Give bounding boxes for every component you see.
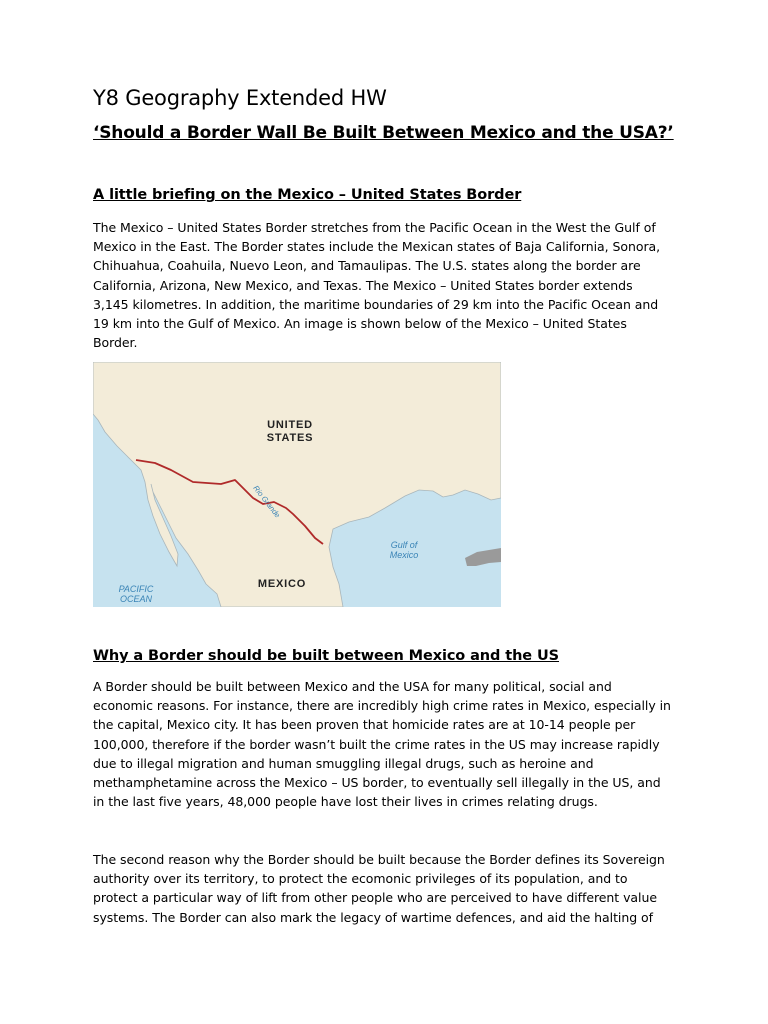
map-label-pacific-ocean: OCEAN xyxy=(119,594,153,604)
border-map-image xyxy=(93,362,501,607)
paragraph-second-reason xyxy=(93,850,683,927)
map-label-pacific-ocean: PACIFIC xyxy=(118,584,154,594)
section-heading-why-border: Why a Border should be built between Mexico and the US xyxy=(93,648,560,664)
paragraph-line: authority over its territory, to protect the ecomonic privileges of its population, and to xyxy=(93,871,628,887)
paragraph-line: Border. xyxy=(93,335,138,351)
paragraph-line: 100,000, therefore if the border wasn’t built the crime rates in the US may increase rapidly xyxy=(93,736,660,752)
map-label-united-states: UNITED xyxy=(267,419,313,431)
document-title: Y8 Geography Extended HW xyxy=(93,86,387,110)
map-label-gulf-of-mexico: Gulf of xyxy=(390,540,418,550)
paragraph-line: in the last five years, 48,000 people have lost their lives in crimes relating drugs. xyxy=(93,794,598,810)
paragraph-why-border xyxy=(93,677,683,811)
map-label-gulf-of-mexico: Mexico xyxy=(389,550,419,560)
paragraph-line: economic reasons. For instance, there are incredibly high crime rates in Mexico, especially in xyxy=(93,698,671,714)
paragraph-briefing xyxy=(93,218,683,352)
paragraph-line: the capital, Mexico city. It has been proven that homicide rates are at 10-14 people per xyxy=(93,717,636,733)
paragraph-line: protect a particular way of lift from other people who are perceived to have different value xyxy=(93,890,657,906)
paragraph-line: The second reason why the Border should be built because the Border defines its Sovereign xyxy=(93,852,665,867)
map-label-united-states: STATES xyxy=(266,432,314,444)
paragraph-line: systems. The Border can also mark the legacy of wartime defences, and aid the halting of xyxy=(93,909,653,925)
document-subtitle: ‘Should a Border Wall Be Built Between Mexico and the USA?’ xyxy=(93,123,674,143)
paragraph-line: A Border should be built between Mexico and the USA for many political, social and xyxy=(93,679,612,694)
map-label-mexico: MEXICO xyxy=(257,578,307,590)
paragraph-line: Chihuahua, Coahuila, Nuevo Leon, and Tamaulipas. The U.S. states along the border are xyxy=(93,258,641,274)
paragraph-line: California, Arizona, New Mexico, and Texas. The Mexico – United States border extends xyxy=(93,277,633,293)
paragraph-line: methamphetamine across the Mexico – US border, to eventually sell illegally in the US, and xyxy=(93,775,661,791)
paragraph-line: 19 km into the Gulf of Mexico. An image is shown below of the Mexico – United States xyxy=(93,316,627,332)
map-label-rio-grande: Rio Grande xyxy=(251,483,283,520)
paragraph-line: The Mexico – United States Border stretches from the Pacific Ocean in the West the Gulf of xyxy=(93,220,656,235)
section-heading-briefing: A little briefing on the Mexico – United States Border xyxy=(93,187,522,203)
paragraph-line: Mexico in the East. The Border states include the Mexican states of Baja California, Sonora, xyxy=(93,239,661,255)
paragraph-line: due to illegal migration and human smuggling illegal drugs, such as heroine and xyxy=(93,755,594,771)
paragraph-line: 3,145 kilometres. In addition, the maritime boundaries of 29 km into the Pacific Ocean and xyxy=(93,296,659,312)
